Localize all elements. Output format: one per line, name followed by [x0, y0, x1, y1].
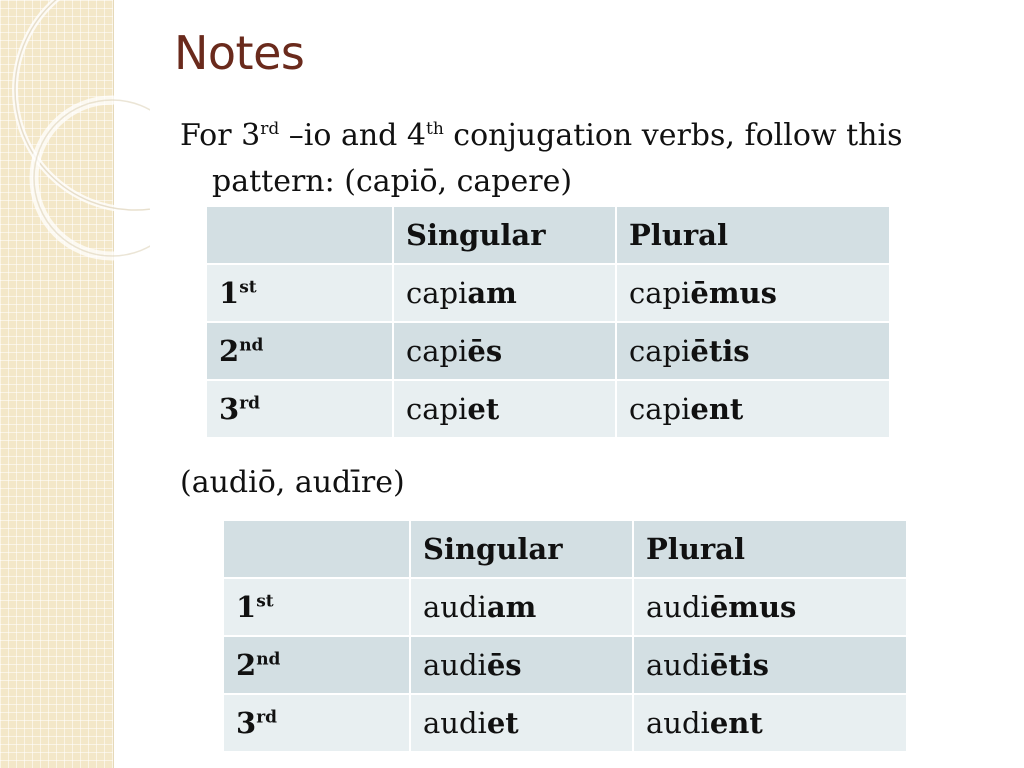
table-row — [206, 264, 890, 322]
table-header-cell: Singular — [393, 206, 616, 264]
row-person-label: 3rd — [206, 380, 393, 438]
audio-conjugation-table — [222, 519, 908, 753]
singular-form: audiam — [410, 578, 633, 636]
singular-form: capiet — [393, 380, 616, 438]
row-person-label: 2nd — [206, 322, 393, 380]
table-row — [206, 322, 890, 380]
table-header-cell: Singular — [410, 520, 633, 578]
table-header-cell: Plural — [616, 206, 890, 264]
capio-conjugation-table — [205, 205, 891, 439]
plural-form: capiēmus — [616, 264, 890, 322]
table-row — [223, 694, 907, 752]
singular-form: capiam — [393, 264, 616, 322]
slide-title: Notes — [174, 26, 305, 80]
plural-form: capiētis — [616, 322, 890, 380]
table-row — [223, 578, 907, 636]
table-header-row — [206, 206, 890, 264]
row-person-label: 3rd — [223, 694, 410, 752]
singular-form: audiet — [410, 694, 633, 752]
table-header-cell — [223, 520, 410, 578]
table-header-row — [223, 520, 907, 578]
plural-form: audiētis — [633, 636, 907, 694]
second-verb-label: (audiō, audīre) — [180, 465, 405, 500]
plural-form: audiēmus — [633, 578, 907, 636]
decorative-side-strip — [0, 0, 114, 768]
table-header-cell — [206, 206, 393, 264]
table-row — [223, 636, 907, 694]
row-person-label: 1st — [206, 264, 393, 322]
table-header-cell: Plural — [633, 520, 907, 578]
intro-text: For 3rd –io and 4th conjugation verbs, follow this pattern: (capiō, capere) — [180, 118, 903, 199]
plural-form: capient — [616, 380, 890, 438]
row-person-label: 2nd — [223, 636, 410, 694]
table-row — [206, 380, 890, 438]
row-person-label: 1st — [223, 578, 410, 636]
plural-form: audient — [633, 694, 907, 752]
singular-form: audiēs — [410, 636, 633, 694]
singular-form: capiēs — [393, 322, 616, 380]
